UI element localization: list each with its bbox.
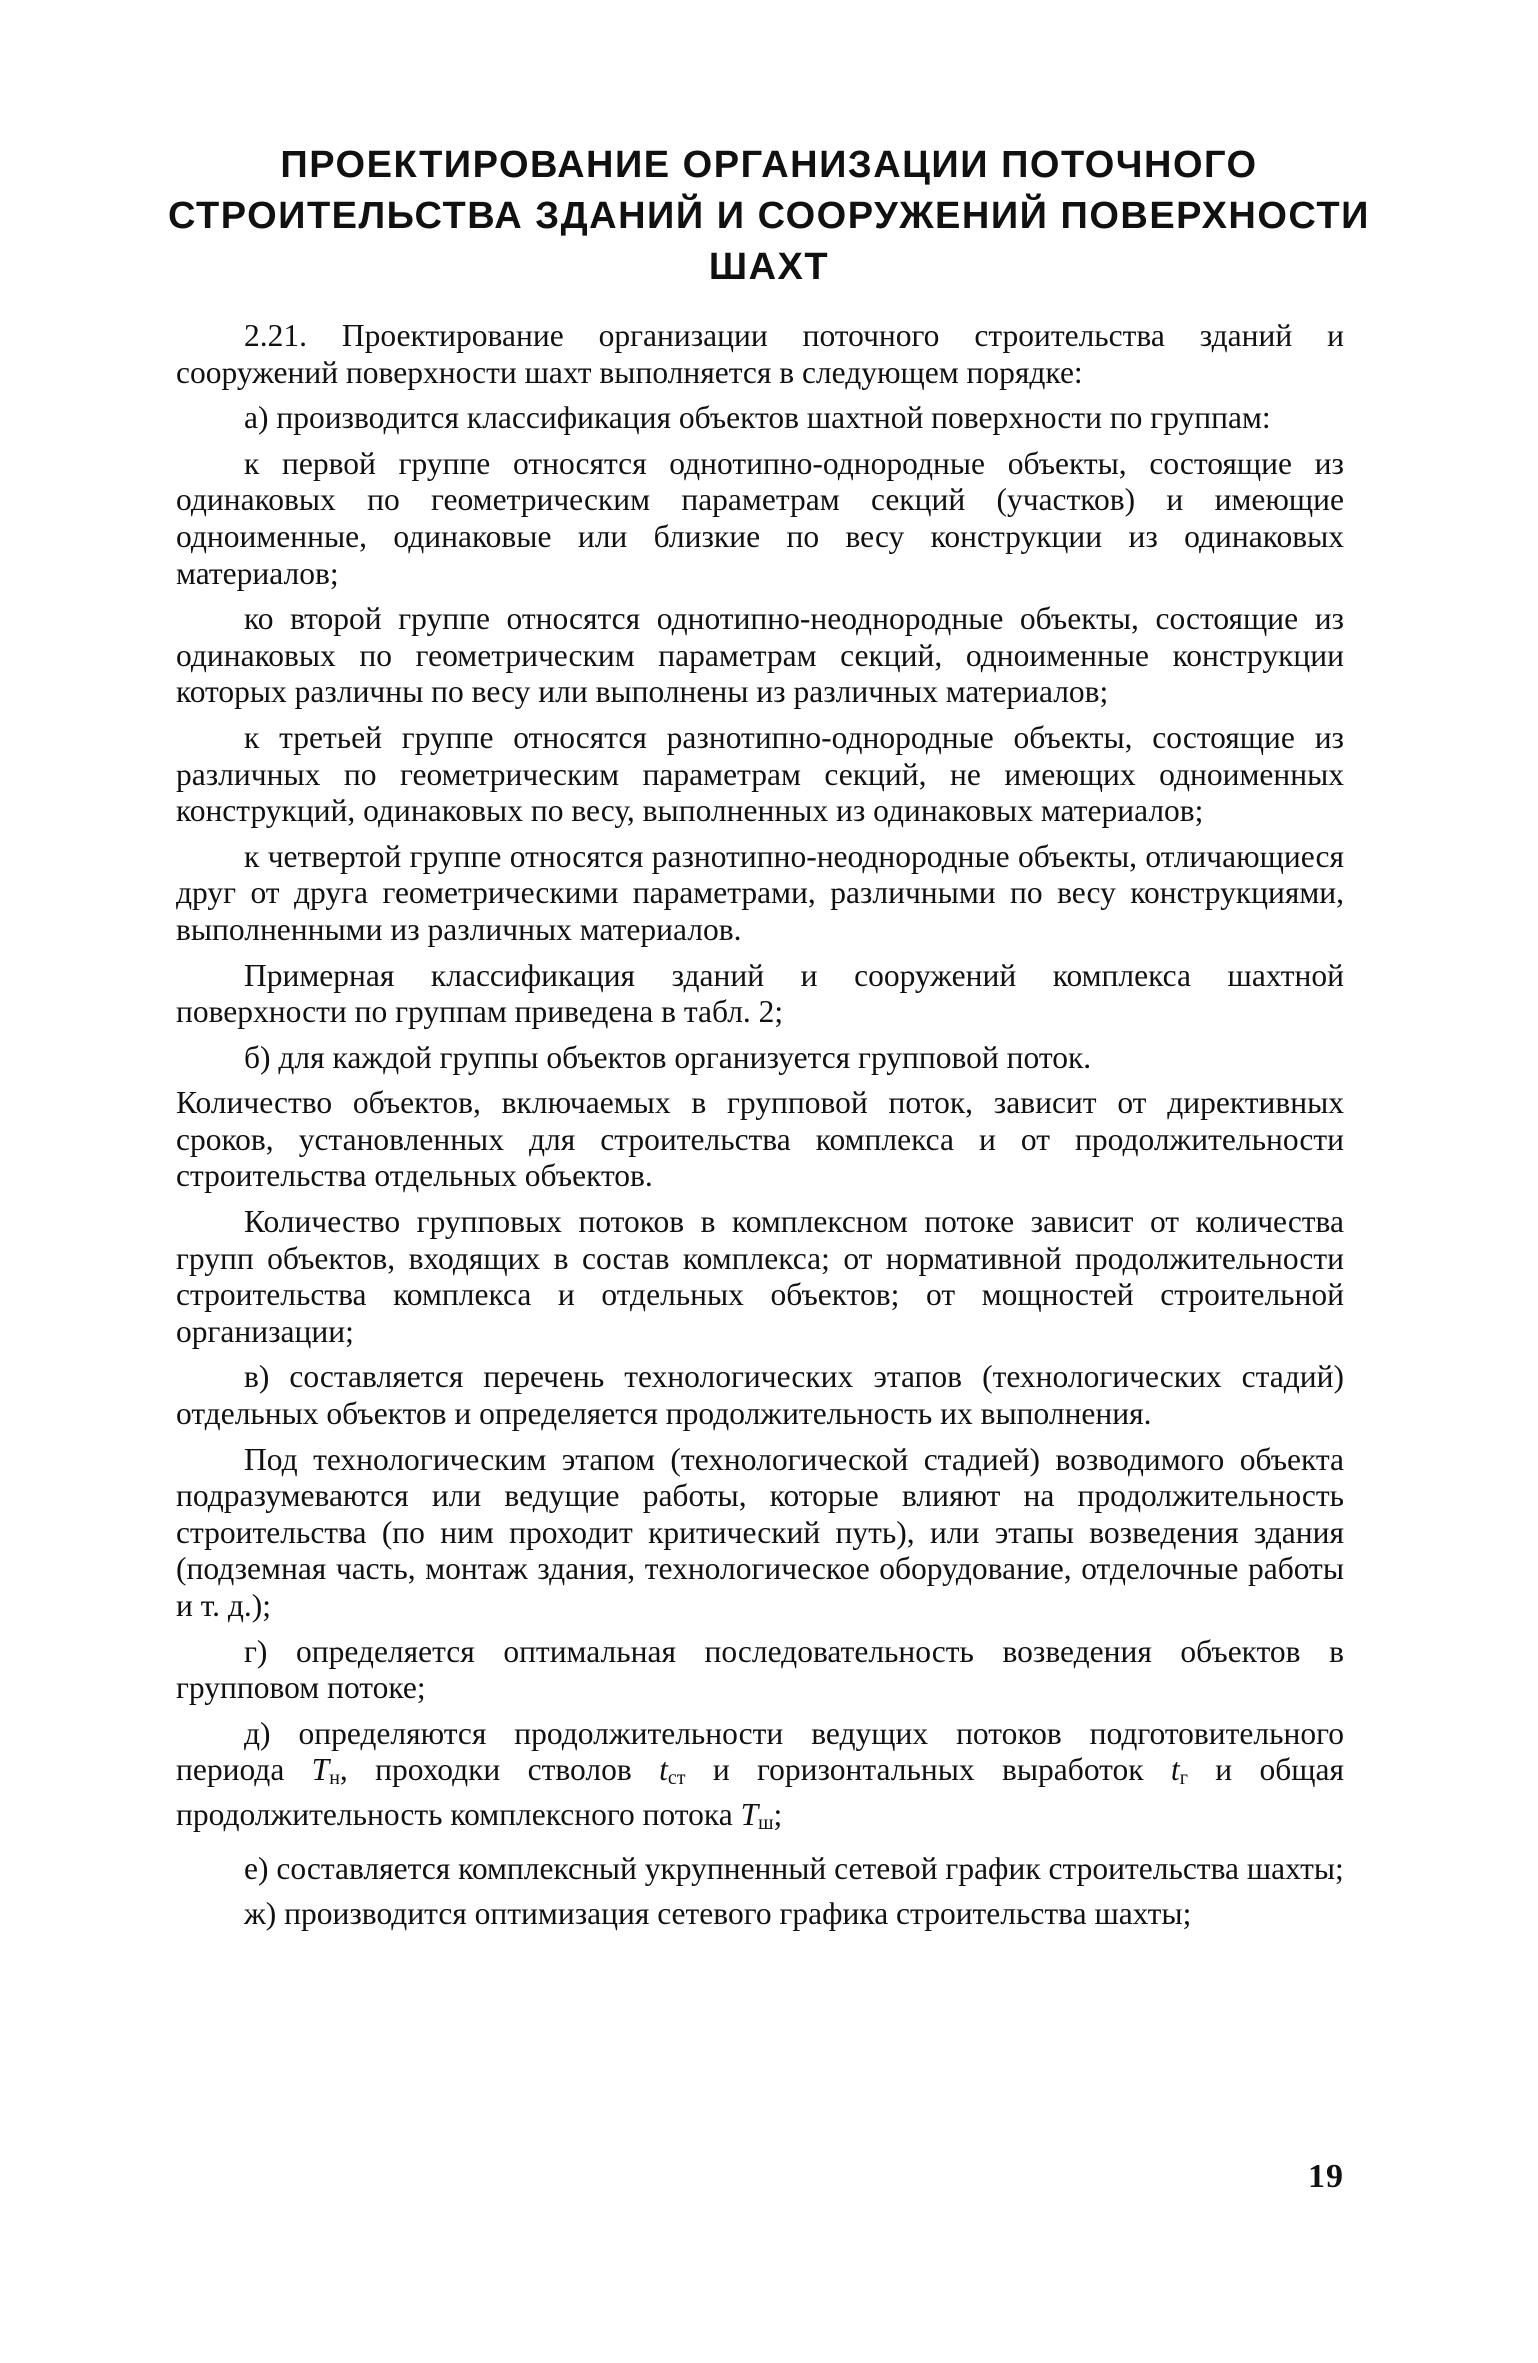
paragraph-item-d xyxy=(176,1716,1344,1842)
paragraph-objects-count: Количество объектов, включаемых в групповой поток, зависит от директивных сроков, установленных для строительства комплекса и от продолжительности строительства отдельных объектов. xyxy=(176,1085,1344,1194)
title-line-1: ПРОЕКТИРОВАНИЕ ОРГАНИЗАЦИИ ПОТОЧНОГО xyxy=(280,144,1258,186)
symbol-t-sh: $T_ш$ xyxy=(740,1796,774,1834)
section-title xyxy=(160,140,1378,293)
paragraph-item-g: г) определяется оптимальная последовательность возведения объектов в групповом потоке; xyxy=(176,1633,1344,1706)
symbol-t-n: $T_н$ xyxy=(311,1752,340,1790)
paragraph-group-3: к третьей группе относятся разнотипно-однородные объекты, состоящие из различных по геометрическим параметрам секций, не имеющих одноименных конструкций, одинаковых по весу, выполненных из одинаковых материалов; xyxy=(176,719,1344,829)
paragraph-item-zh: ж) производится оптимизация сетевого графика строительства шахты; xyxy=(244,1896,1192,1932)
item-d-text-4: и общая продолжительность комплексного потока xyxy=(176,1752,1344,1832)
paragraph-flows-count: Количество групповых потоков в комплексном потоке зависит от количества групп объектов, входящих в состав комплекса; от нормативной продолжительности строительства комплекса и отдельных объектов; от мощностей строительной организации; xyxy=(176,1204,1344,1349)
paragraph-item-b: б) для каждой группы объектов организуется групповой поток. xyxy=(244,1039,1092,1075)
paragraph-group-2: ко второй группе относятся однотипно-неоднородные объекты, состоящие из одинаковых по геометрическим параметрам секций, одноименные конструкции которых различны по весу или выполнены из различных материалов; xyxy=(176,601,1344,710)
paragraph-item-v: в) составляется перечень технологических этапов (технологических стадий) отдельных объектов и определяется продолжительность их выполнения. xyxy=(176,1359,1344,1432)
paragraph-2-21: 2.21. Проектирование организации поточного строительства зданий и сооружений поверхности шахт выполняется в следующем порядке: xyxy=(176,318,1344,390)
item-d-text-3: и горизонтальных выработок xyxy=(712,1752,1144,1788)
item-d-text-2: , проходки стволов xyxy=(339,1752,632,1788)
page-number: 19 xyxy=(1308,2158,1344,2195)
symbol-t-st: $t_{ст}$ xyxy=(659,1752,686,1790)
title-line-3: ШАХТ xyxy=(708,246,830,288)
item-d-text-1: д) определяются продолжительности ведущих потоков подготовительного периода xyxy=(176,1715,1344,1788)
item-d-text-5: ; xyxy=(773,1796,783,1832)
paragraph-tech-stage: Под технологическим этапом (технологической стадией) возводимого объекта подразумеваются или ведущие работы, которые влияют на продолжительность строительства (по ним проходит критический путь), или этапы возведения здания (подземная часть, монтаж здания, технологическое оборудование, отделочные работы и т. д.); xyxy=(176,1441,1344,1623)
title-line-2: СТРОИТЕЛЬСТВА ЗДАНИЙ И СООРУЖЕНИЙ ПОВЕРХНОСТИ xyxy=(168,195,1370,237)
paragraph-item-a: а) производится классификация объектов шахтной поверхности по группам: xyxy=(244,400,1271,436)
symbol-t-g: $t_г$ xyxy=(1170,1752,1188,1790)
paragraph-group-4: к четвертой группе относятся разнотипно-неоднородные объекты, отличающиеся друг от друга геометрическими параметрами, различными по весу конструкциями, выполненными из различных материалов. xyxy=(176,838,1344,947)
paragraph-classification-note: Примерная классификация зданий и сооружений комплекса шахтной поверхности по группам приведена в табл. 2; xyxy=(176,957,1344,1030)
paragraph-group-1: к первой группе относятся однотипно-однородные объекты, состоящие из одинаковых по геометрическим параметрам секций (участков) и имеющие одноименные, одинаковые или близкие по весу конструкции из одинаковых материалов; xyxy=(176,445,1344,591)
paragraph-item-e: е) составляется комплексный укрупненный сетевой график строительства шахты; xyxy=(244,1850,1344,1886)
body-text xyxy=(176,318,1344,1942)
